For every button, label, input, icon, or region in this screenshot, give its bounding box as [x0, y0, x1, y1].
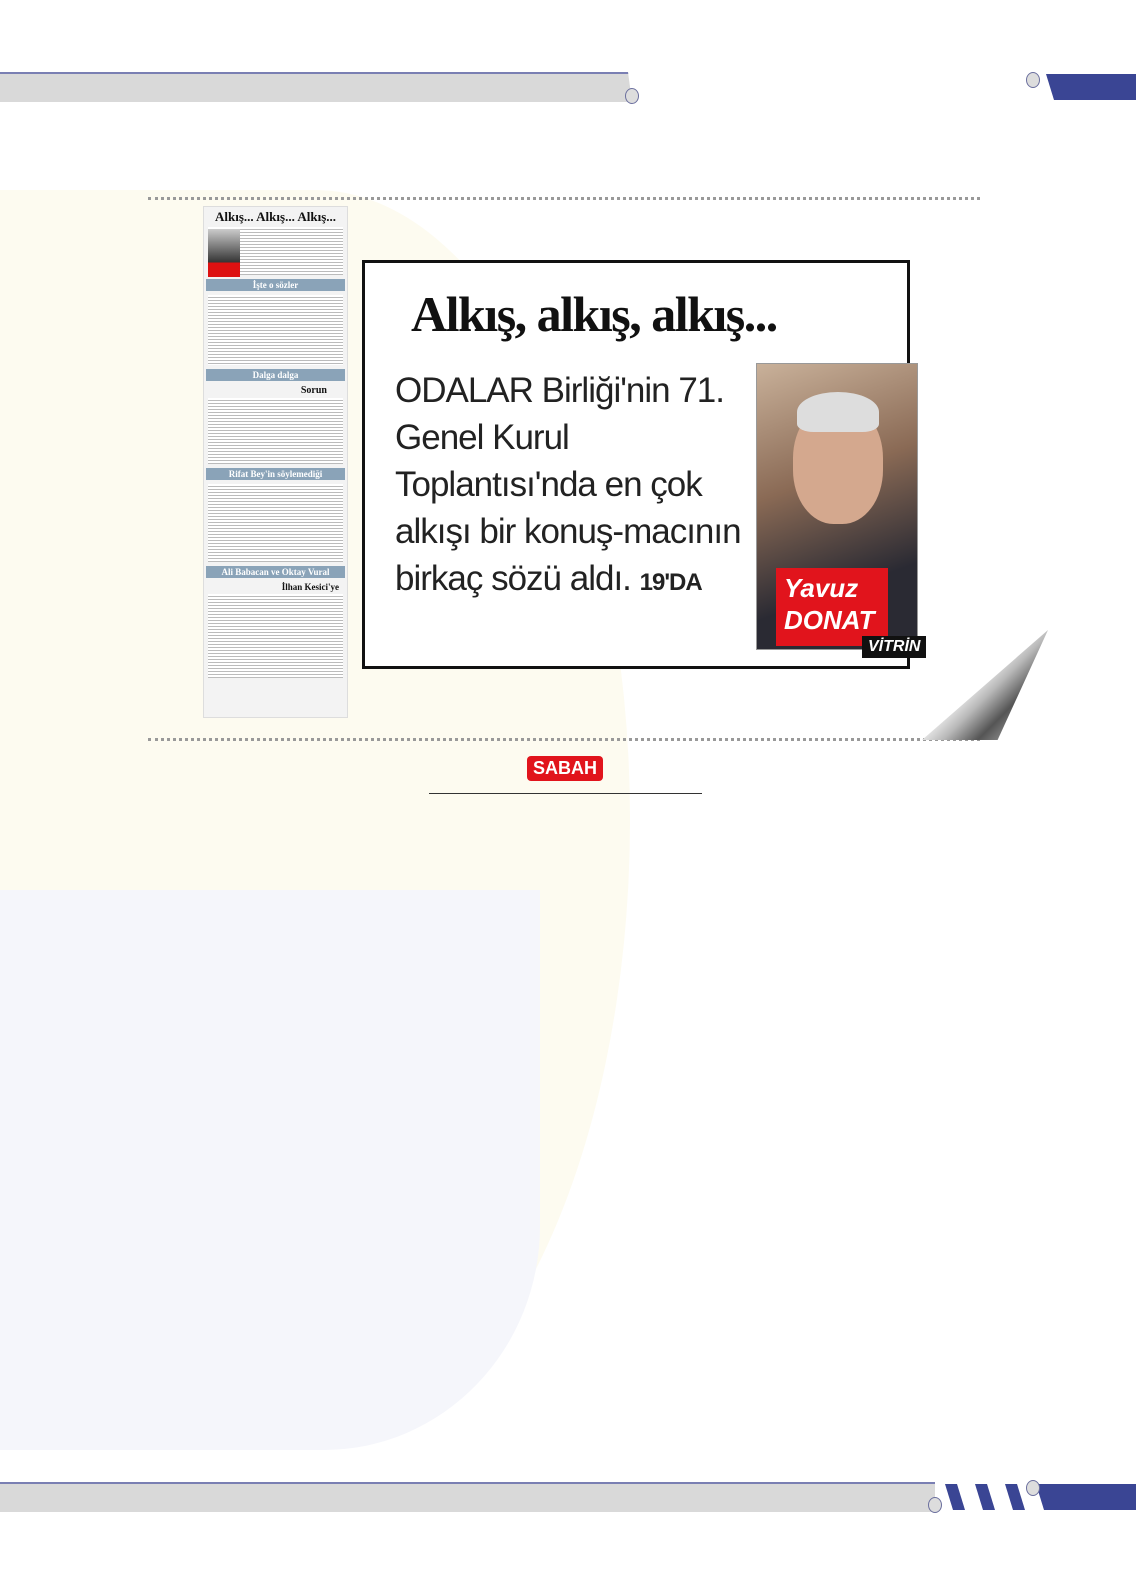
source-underline [429, 793, 702, 794]
footer-knob [928, 1497, 942, 1513]
text-block [208, 594, 343, 678]
clipping-full-page [203, 206, 348, 718]
text-block [208, 398, 343, 464]
page-reference: 19'DA [639, 569, 702, 596]
sub-heading: Sorun [300, 385, 327, 396]
footer-knob [1026, 1480, 1040, 1496]
header-tab [1046, 74, 1136, 100]
footer-stripe [945, 1484, 965, 1510]
column-label: VİTRİN [862, 636, 926, 658]
header-bar [0, 72, 632, 102]
author-last: DONAT [784, 605, 875, 635]
hair [797, 392, 879, 432]
divider-bottom [148, 738, 980, 745]
divider-top [148, 197, 980, 204]
teaser-body [395, 367, 755, 606]
author-photo [208, 229, 240, 277]
sub-heading: İlhan Kesici'ye [281, 582, 339, 592]
author-label [776, 568, 888, 646]
section-heading: İşte o sözler [206, 279, 345, 291]
newspaper-logo: SABAH [527, 756, 603, 781]
background-shape [0, 890, 540, 1450]
teaser-text: ODALAR Birliği'nin 71. Genel Kurul Toplantısı'nda en çok alkışı bir konuş-macının birkaç sözü aldı. [395, 371, 741, 598]
text-block [208, 484, 343, 562]
section-heading: Dalga dalga [206, 369, 345, 381]
author-first: Yavuz [784, 573, 859, 603]
footer-tab [1036, 1484, 1136, 1510]
section-heading: Ali Babacan ve Oktay Vural [206, 566, 345, 578]
header-knob [625, 88, 639, 104]
text-block [208, 295, 343, 365]
footer-stripe [1005, 1484, 1025, 1510]
section-heading: Rifat Bey'in söylemediği [206, 468, 345, 480]
header-knob [1026, 72, 1040, 88]
footer-stripe [975, 1484, 995, 1510]
page-curl-decoration [922, 630, 1048, 740]
headline: Alkış, alkış, alkış... [411, 286, 777, 342]
footer-bar [0, 1482, 935, 1512]
clipping-title: Alkış... Alkış... Alkış... [214, 209, 337, 224]
